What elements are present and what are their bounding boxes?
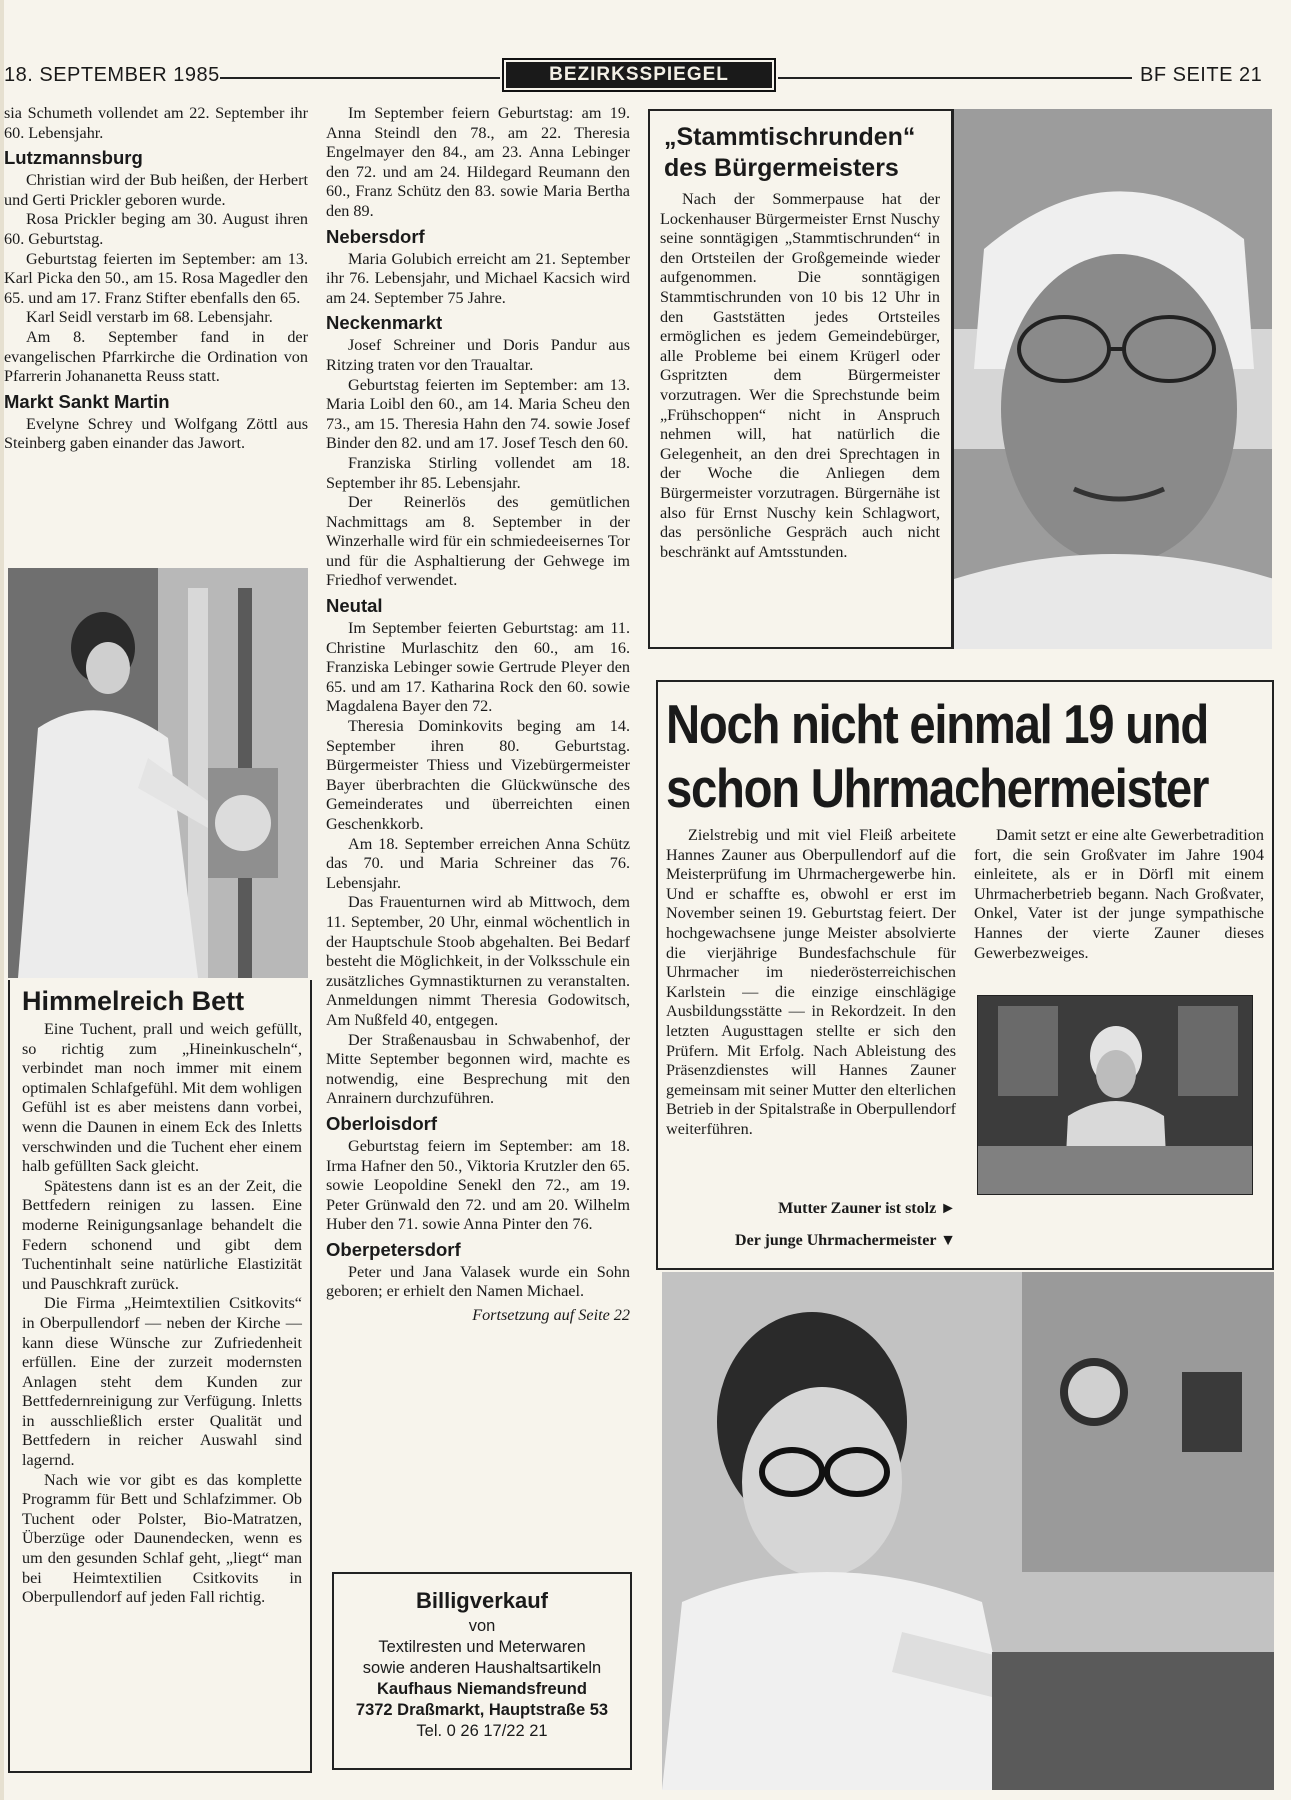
uhrmacher-body-col2: [974, 826, 1264, 963]
village-heading: Neckenmarkt: [326, 312, 443, 334]
paragraph: Rosa Prickler beging am 30. August ihren 60. Geburtstag.: [4, 210, 308, 248]
photo-mother-zauner: [977, 995, 1253, 1195]
uhrmacher-body-col1: [666, 826, 956, 1140]
village-heading: Lutzmannsburg: [4, 147, 143, 169]
paragraph: Damit setzt er eine alte Gewerbetradition fort, die sein Großvater im Jahre 1904 einleitete, als er in Dörfl mit einem Uhrmacherbetrieb begann. Nach Großvater, Onkel, Vater ist der junge sympathische Hannes der vierte Zauner dieses Gewerbezweiges.: [974, 826, 1264, 962]
stammtisch-title-line1: „Stammtischrunden“: [664, 123, 916, 151]
section-label: BEZIRKSSPIEGEL: [506, 62, 772, 88]
column-local-news-2: [326, 104, 630, 1326]
photo-caption-mother: Mutter Zauner ist stolz ►: [778, 1200, 956, 1217]
paragraph: Geburtstag feierten im September: am 13. Karl Picka den 50., am 15. Rosa Magedler den 65. und am 17. Franz Stifter ebenfalls den 65.: [4, 249, 308, 307]
himmelreich-bett-title: Himmelreich Bett: [22, 986, 245, 1016]
photo-bedding-worker: [8, 568, 308, 978]
village-heading: Oberloisdorf: [326, 1112, 438, 1134]
ad-store-name: Kaufhaus Niemandsfreund: [377, 1680, 587, 1698]
paragraph: Maria Golubich erreicht am 21. September ihr 76. Lebensjahr, und Michael Kacsich wird am 24. September 75 Jahre.: [326, 249, 630, 307]
continued-note: Fortsetzung auf Seite 22: [472, 1306, 630, 1325]
paragraph: Geburtstag feierten im September: am 13. Maria Loibl den 60., am 14. Maria Scheu den 73., am 15. Theresia Hahn den 74. sowie Josef Binder den 82. und am 17. Josef Tesch den 60.: [326, 375, 630, 453]
uhrmacher-headline: [666, 692, 1209, 820]
paragraph: Christian wird der Bub heißen, der Herbert und Gerti Prickler geboren wurde.: [4, 171, 308, 209]
photo-mayor-portrait: [952, 109, 1272, 649]
village-heading: Neutal: [326, 595, 383, 617]
section-label-box: [502, 58, 776, 92]
paragraph: Das Frauenturnen wird ab Mittwoch, dem 11. September, 20 Uhr, einmal wöchentlich in der Hauptschule Stoob abgehalten. Bei Bedarf besteht die Möglichkeit, in der Volksschule ein zusätzliches Gymnastikturnen zu veranstalten. Anmeldungen nimmt Theresia Godowitsch, Am Nußfeld 40, entgegen.: [326, 893, 630, 1029]
photo-caption-watchmaker: Der junge Uhrmachermeister ▼: [735, 1232, 956, 1249]
paragraph: Theresia Dominkovits beging am 14. September ihren 80. Geburtstag. Bürgermeister Thiess und Vizebürgermeister Bayer überbrachten die Glückwünsche des Gemeinderates und überreichten einen Geschenkkorb.: [326, 717, 630, 833]
photo-young-watchmaker: [662, 1272, 1274, 1790]
ad-line: Textilresten und Meterwaren: [378, 1638, 586, 1656]
paragraph: Eine Tuchent, prall und weich gefüllt, so richtig zum „Hineinkuscheln“, verbindet man noch immer mit einem optimalen Schlafgefühl. Mit dem wohligen Gefühl ist es aber meistens dann vorbei, wenn die Daunen in einem Eck des Inletts verschwinden und die Tuchent eher einem halb gefüllten Sack gleicht.: [22, 1020, 302, 1176]
paragraph: Karl Seidl verstarb im 68. Lebensjahr.: [26, 308, 273, 327]
header-rule-right: [778, 77, 1132, 79]
stammtisch-title: [664, 122, 915, 184]
paragraph: Nach der Sommerpause hat der Lockenhauser Bürgermeister Ernst Nuschy seine sonntägigen „Stammtischrunden“ in den Ortsteilen der Großgemeinde wieder aufgenommen. Die sonntägigen Stammtischrunden von 10 bis 12 Uhr in den Gaststätten jedes Ortsteiles ermöglichen es jedem Gemeindebürger, alle Probleme bei einem Krügerl oder Gspritzten dem Bürgermeister vorzutragen. Wer die Sprechstunde beim „Frühschoppen“ nicht in Anspruch nehmen will, hat natürlich die Gelegenheit, an den drei Sprechtagen in der Woche die Anliegen dem Bürgermeister vorzutragen. Bürgernähe ist also für Ernst Nuschy kein Schlagwort, das persönliche Gespräch auch nicht beschränkt auf Amtsstunden.: [660, 190, 940, 561]
paragraph: Im September feiern Geburtstag: am 19. Anna Steindl den 78., am 22. Theresia Engelmayer den 84., am 23. Anna Lebinger den 72. und am 24. Hildegard Reumann den 60., Franz Schütz den 83. sowie Maria Bertha den 89.: [326, 104, 630, 220]
paragraph: Spätestens dann ist es an der Zeit, die Bettfedern reinigen zu lassen. Eine moderne Reinigungsanlage behandelt die Federn schonend und gibt dem Tuchentinhalt seine natürliche Elastizität und Pauschkraft zurück.: [22, 1176, 302, 1293]
stammtisch-body: [660, 190, 940, 562]
paragraph: Peter und Jana Valasek wurde ein Sohn geboren; er erhielt den Namen Michael.: [326, 1262, 630, 1301]
advertisement-box: [332, 1572, 632, 1770]
paragraph: Geburtstag feiern im September: am 18. Irma Hafner den 50., Viktoria Krutzler den 65. sowie Leopoldine Senekl den 72., am 19. Peter Grünwald den 72. und am 20. Wilhelm Huber den 71. sowie Anna Pinter den 76.: [326, 1136, 630, 1234]
paragraph: Im September feierten Geburtstag: am 11. Christine Murlaschitz den 60., am 16. Franziska Lebinger sowie Gertrude Pleyer den 65. und am 17. Katharina Rock den 60. sowie Magdalena Bayer den 72.: [326, 619, 630, 716]
ad-title: Billigverkauf: [415, 1588, 549, 1613]
paragraph: Josef Schreiner und Doris Pandur aus Ritzing traten vor den Traualtar.: [326, 336, 630, 374]
ad-line: von: [468, 1617, 496, 1635]
paragraph: Zielstrebig und mit viel Fleiß arbeitete Hannes Zauner aus Oberpullendorf auf die Meisterprüfung im Uhrmachergewerbe hin. Und er schaffte es, obwohl er erst im November seinen 19. Geburtstag feiert. Der hochgewachsene junge Meister absolvierte die vierjährige Bundesfachschule für Uhrmacher im niederösterreichischen Karlstein — die einzige einschlägige Ausbildungsstätte — in Rekordzeit. In den letzten Augusttagen stellte er sich den Prüfern. Mit Erfolg. Nach Ableistung des Präsenzdienstes will Hannes Zauner gemeinsam mit seiner Mutter den elterlichen Betrieb in der Spitalstraße in Oberpullendorf weiterführen.: [666, 826, 956, 1138]
header-page-number: BF SEITE 21: [1140, 64, 1263, 86]
paragraph: sia Schumeth vollendet am 22. September ihr 60. Lebensjahr.: [4, 104, 308, 142]
paragraph: Der Straßenausbau in Schwabenhof, der Mitte September begonnen wird, machte es notwendig, eine Besprechung mit den Anrainern durchzuführen.: [326, 1030, 630, 1108]
village-heading: Nebersdorf: [326, 225, 425, 247]
paragraph: Evelyne Schrey und Wolfgang Zöttl aus Steinberg gaben einander das Jawort.: [4, 414, 308, 453]
ad-address: 7372 Draßmarkt, Hauptstraße 53: [355, 1701, 609, 1719]
paragraph: Nach wie vor gibt es das komplette Programm für Bett und Schlafzimmer. Ob Tuchent oder Polster, Bio-Matratzen, Überzüge oder Daunendecken, wenn es um den gesunden Schlaf geht, „liegt“ man bei Heimtextilien Csitkovits in Oberpullendorf auf jeden Fall richtig.: [22, 1470, 302, 1607]
village-heading: Oberpetersdorf: [326, 1238, 461, 1260]
paragraph: Franziska Stirling vollendet am 18. September ihr 85. Lebensjahr.: [326, 453, 630, 492]
ad-phone: Tel. 0 26 17/22 21: [416, 1722, 548, 1740]
himmelreich-bett-body: [22, 1020, 302, 1608]
column-local-news-1: [4, 104, 308, 454]
ad-line: sowie anderen Haushaltsartikeln: [362, 1659, 602, 1677]
headline-line2: schon Uhrmachermeister: [666, 757, 1209, 819]
village-heading: Markt Sankt Martin: [4, 390, 170, 412]
stammtisch-title-line2: des Bürgermeisters: [664, 154, 899, 182]
headline-line1: Noch nicht einmal 19 und: [666, 693, 1208, 755]
paragraph: Der Reinerlös des gemütlichen Nachmittags am 8. September in der Winzerhalle wird für ein schmiedeeisernes Tor und für die Asphaltierung der Gehwege im Friedhof verwendet.: [326, 493, 630, 590]
paragraph: Am 8. September fand in der evangelischen Pfarrkirche die Ordination von Pfarrerin Johananetta Reuss statt.: [4, 327, 308, 386]
header-date: 18. SEPTEMBER 1985: [4, 64, 220, 86]
header-rule-left: [220, 77, 500, 79]
paragraph: Die Firma „Heimtextilien Csitkovits“ in Oberpullendorf — neben der Kirche — kann diese Wünsche zur Zufriedenheit erfüllen. Eine der zurzeit modernsten Anlagen steht dem Kunden zur Bettfedernreinigung zur Verfügung. Inletts in ausschließlich erster Qualität und Bettfedern in reicher Auswahl sind lagernd.: [22, 1294, 302, 1470]
paragraph: Am 18. September erreichen Anna Schütz das 70. und Maria Schreiner das 76. Lebensjahr.: [326, 834, 630, 892]
